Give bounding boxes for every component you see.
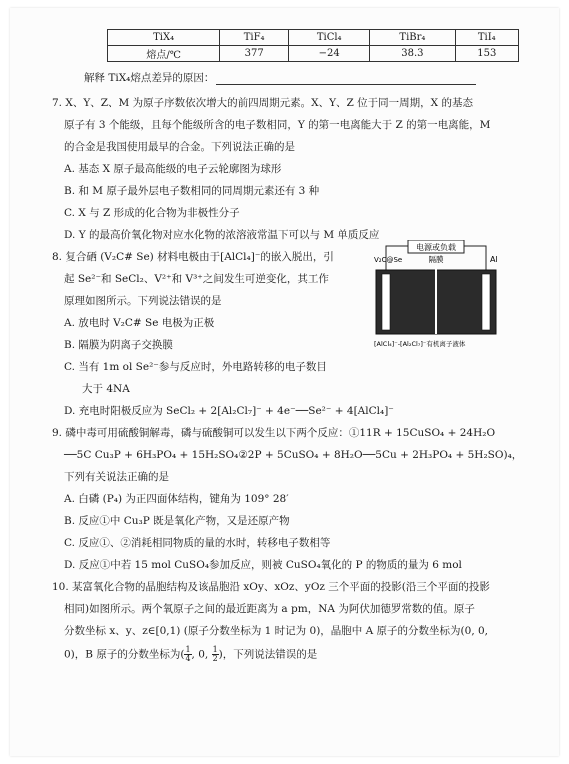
table-cell: TiX₄: [108, 30, 220, 46]
fraction-one-quarter: [184, 646, 191, 663]
power-load-label: 电源或负载: [416, 243, 456, 252]
right-electrode: [482, 274, 490, 330]
left-electrode-label: V₂C@Se: [374, 256, 403, 264]
q10-stem-1: 10. 某富氧化合物的晶胞结构及该晶胞沿 xOy、xOz、yOz 三个平面的投影(沿三个平面的投影: [52, 581, 490, 593]
q10-stem-4-post: )，下列说法错误的是: [218, 648, 318, 661]
q7-option-d: D. Y 的最高价氧化物对应水化物的浓溶液常温下可以与 M 单质反应: [64, 229, 380, 241]
explain-prompt: 解释 TiX₄熔点差异的原因：: [84, 72, 215, 84]
q8-stem-2: 起 Se²⁻和 SeCl₂、V²⁺和 V³⁺之间发生可逆变化，其工作: [64, 273, 329, 285]
table-cell: TiF₄: [220, 30, 289, 46]
battery-diagram: [372, 240, 532, 355]
exam-page: [10, 8, 559, 756]
fraction-denominator: 4: [185, 654, 191, 663]
melting-point-table: [107, 29, 519, 62]
membrane-label: 隔膜: [428, 255, 444, 264]
q7-stem-1: 7. X、Y、Z、M 为原子序数依次增大的前四周期元素。X、Y、Z 位于同一周期，X 的基态: [52, 97, 473, 109]
q10-stem-2: 相同)如图所示。两个氧原子之间的最近距离为 a pm，NA 为阿伏加德罗常数的值。原子: [64, 603, 475, 615]
q7-option-b: B. 和 M 原子最外层电子数相同的同周期元素还有 3 种: [64, 185, 320, 197]
q7-stem-2: 原子有 3 个能级，且每个能级所含的电子数相同，Y 的第一电离能大于 Z 的第一电离能，M: [64, 119, 491, 131]
table-cell: −24: [289, 46, 370, 62]
explain-line: [84, 71, 476, 85]
table-cell: 153: [455, 46, 518, 62]
fraction-numerator: 1: [185, 645, 191, 654]
battery-diagram-svg: [372, 240, 532, 355]
q7-option-c: C. X 与 Z 形成的化合物为非极性分子: [64, 207, 240, 219]
q9-stem-2: ──5C Cu₃P + 6H₃PO₄ + 15H₂SO₄②2P + 5CuSO₄ + 8H₂O──5Cu + 2H₃PO₄ + 5H₂SO)₄，: [64, 449, 523, 461]
fraction-one-half: [212, 646, 219, 663]
fraction-numerator: 1: [212, 645, 218, 654]
q8-option-c-cont: 大于 4NA: [82, 383, 130, 395]
table-cell: TiBr₄: [370, 30, 455, 46]
table-cell: TiI₄: [455, 30, 518, 46]
table-row: [108, 46, 519, 62]
electrolyte-caption: [AlCl₄]⁻-[Al₂Cl₇]⁻有机离子液体: [374, 340, 466, 348]
q8-option-a: A. 放电时 V₂C# Se 电极为正极: [64, 317, 215, 329]
table-header-row: [108, 30, 519, 46]
q7-stem-3: 的合金是我国使用最早的合金。下列说法正确的是: [64, 141, 295, 153]
table-cell: 熔点/℃: [108, 46, 220, 62]
q9-option-b: B. 反应①中 Cu₃P 既是氧化产物，又是还原产物: [64, 515, 290, 527]
q9-stem-1: 9. 磷中毒可用硫酸铜解毒，磷与硫酸铜可以发生以下两个反应：①11R + 15CuSO₄ + 24H₂O: [52, 427, 496, 439]
q8-stem-3: 原理如图所示。下列说法错误的是: [64, 295, 222, 307]
q8-stem-1: 8. 复合硒 (V₂C# Se) 材料电极由于[AlCl₄]⁻的嵌入脱出，引: [52, 251, 334, 263]
table-cell: 38.3: [370, 46, 455, 62]
fraction-denominator: 2: [212, 654, 218, 663]
answer-blank: [216, 74, 476, 85]
q9-option-a: A. 白磷 (P₄) 为正四面体结构，键角为 109° 28′: [64, 493, 289, 505]
q10-stem-3: 分数坐标 x、y、z∈[0,1) (原子分数坐标为 1 时记为 0)，晶胞中 A 原子的分数坐标为(0, 0,: [64, 625, 489, 637]
left-electrode: [382, 274, 390, 330]
q7-option-a: A. 基态 X 原子最高能级的电子云轮廓图为球形: [64, 163, 282, 175]
right-electrode-label: Al: [490, 255, 498, 264]
q8-option-d: D. 充电时阳极反应为 SeCl₂ + 2[Al₂Cl₇]⁻ + 4e⁻──Se²⁻ + 4[AlCl₄]⁻: [64, 405, 394, 417]
table-cell: 377: [220, 46, 289, 62]
q8-option-c: C. 当有 1m ol Se²⁻参与反应时，外电路转移的电子数目: [64, 361, 327, 373]
q10-stem-4-mid: , 0,: [191, 648, 212, 661]
q9-stem-3: 下列有关说法正确的是: [64, 471, 169, 483]
q9-option-d: D. 反应①中若 15 mol CuSO₄参加反应，则被 CuSO₄氧化的 P 的物质的量为 6 mol: [64, 559, 462, 571]
table-cell: TiCl₄: [289, 30, 370, 46]
q8-option-b: B. 隔膜为阴离子交换膜: [64, 339, 173, 351]
q10-stem-4-pre: 0)，B 原子的分数坐标为(: [64, 648, 185, 661]
q9-option-c: C. 反应①、②消耗相同物质的量的水时，转移电子数相等: [64, 537, 331, 549]
q10-stem-4: [64, 646, 317, 663]
